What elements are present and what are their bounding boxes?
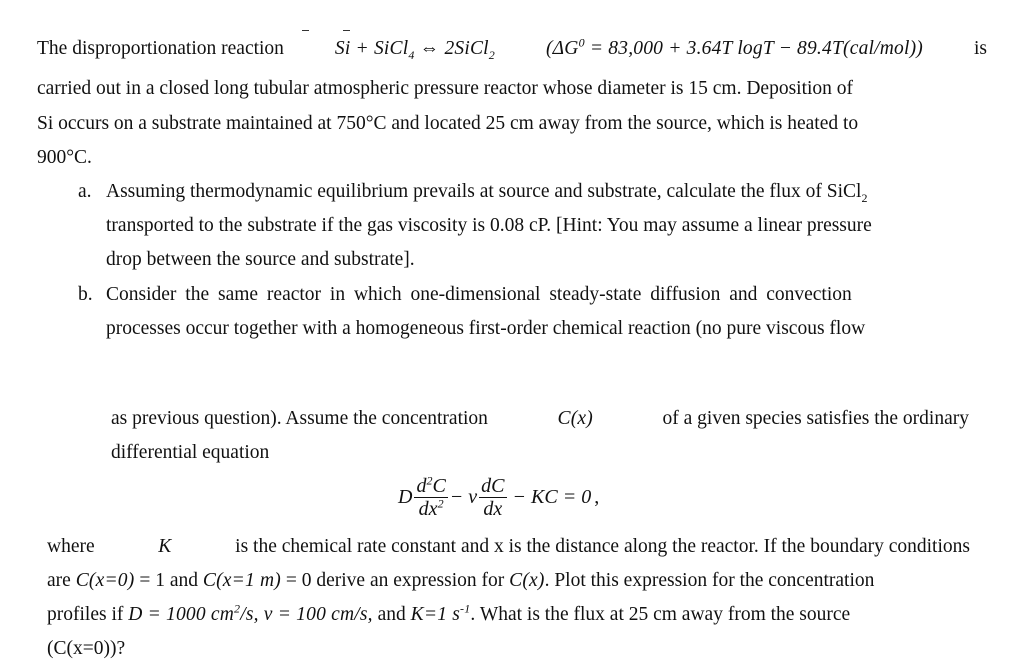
overbar-mark <box>302 30 309 31</box>
gibbs-energy-expression: ($\Delta G^0 = 83,000 + 3.64T$ logT − 89.4T(cal/mol)) <box>545 35 923 59</box>
concentration-cx: C(x) <box>557 408 593 429</box>
part-b-marker: b. <box>78 284 93 305</box>
overbar-mark <box>343 30 350 31</box>
second-derivative-fraction: $\frac{d^2C}{dx^2}$ <box>416 472 446 520</box>
part-b-line-1: Consider the same reactor in which one-dimensional steady-state diffusion and convection <box>106 284 852 305</box>
differential-equation: D $\frac{d^2C}{dx^2}$ − v $\frac{dC}{dx}$ − KC = 0 , <box>398 472 600 520</box>
after-line-4: (C(x=0))? <box>47 638 126 659</box>
intro-text: The disproportionation reaction <box>37 38 284 59</box>
after-line-1: where K is the chemical rate constant and x is the distance along the reactor. If the boundary conditions <box>47 536 970 557</box>
first-derivative-fraction: $\frac{dC}{dx}$ <box>481 474 505 520</box>
intro-line-4: 900°C. <box>37 147 92 168</box>
intro-line-3: Si occurs on a substrate maintained at 750°C and located 25 cm away from the source, which is heated to <box>37 113 859 134</box>
after-line-3: profiles if D = 1000 $cm^2/s$, v = 100 cm/s, and K=1 $s^{-1}$. What is the flux at 25 cm away from the source <box>47 601 851 625</box>
reaction-equation: Si + SiCl$_4$ ⇔ 2SiCl$_2$ <box>334 38 495 62</box>
intro-line-1: The disproportionation reaction Si + SiCl$_4$ ⇔ 2SiCl$_2$ ($\Delta G^0 = 83,000 + 3.64T$ logT − 89.4T(cal/mol)) is <box>37 35 987 62</box>
part-a-marker: a. <box>78 181 92 202</box>
part-b-line-4: differential equation <box>111 442 270 463</box>
intro-line-2: carried out in a closed long tubular atmospheric pressure reactor whose diameter is 15 cm. Deposition of <box>37 78 854 99</box>
part-a-line-3: drop between the source and substrate]. <box>106 249 415 270</box>
part-a-line-1: Assuming thermodynamic equilibrium prevails at source and substrate, calculate the flux of SiCl$_2$ <box>106 181 868 205</box>
part-b-line-3: as previous question). Assume the concentration C(x) of a given species satisfies the ordinary <box>111 408 969 429</box>
part-b-line-2: processes occur together with a homogeneous first-order chemical reaction (no pure viscous flow <box>106 318 866 339</box>
after-line-2: are C(x=0) = 1 and C(x=1 m) = 0 derive an expression for C(x). Plot this expression for the concentration <box>47 570 875 591</box>
part-a-line-2: transported to the substrate if the gas viscosity is 0.08 cP. [Hint: You may assume a linear pressure <box>106 215 872 236</box>
